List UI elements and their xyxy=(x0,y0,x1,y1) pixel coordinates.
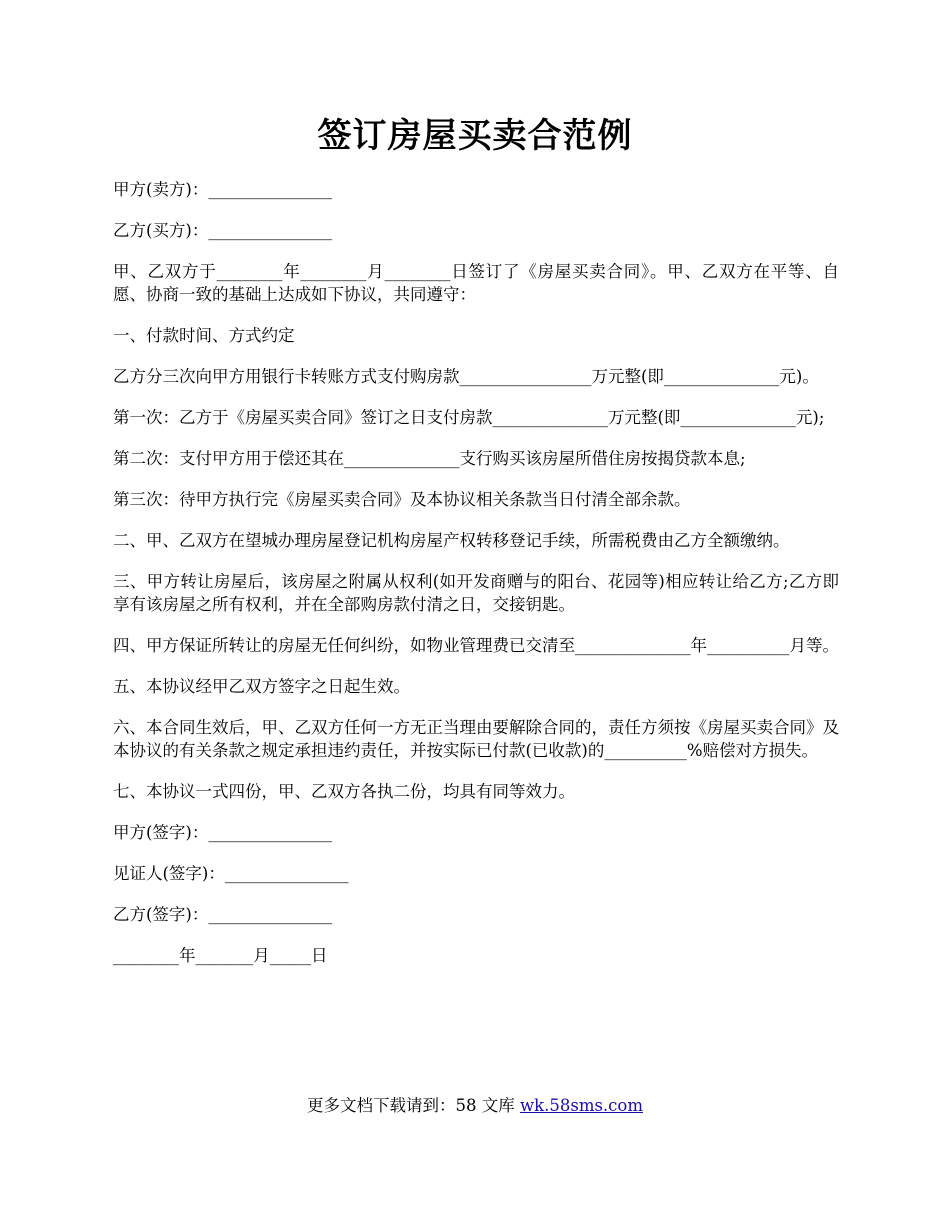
date-line: ________年_______月_____日 xyxy=(113,946,328,965)
section-3: 三、甲方转让房屋后，该房屋之附属从权利(如开发商赠与的阳台、花园等)相应转让给乙方;乙方即享有该房屋之所有权利，并在全部购房款付清之日，交接钥匙。 xyxy=(113,572,839,614)
payment-first: 第一次：乙方于《房屋买卖合同》签订之日支付房款______________万元整(即______________元); xyxy=(113,408,825,427)
document-body xyxy=(113,178,839,985)
party-a-signature-line: 甲方(签字)：_______________ xyxy=(113,823,333,842)
footer-prefix: 更多文档下载请到：58 文库 xyxy=(306,1096,520,1115)
party-b-signature-line: 乙方(签字)：_______________ xyxy=(113,905,333,924)
agreement-intro: 甲、乙双方于________年________月________日签订了《房屋买卖合同》。甲、乙双方在平等、自愿、协商一致的基础上达成如下协议，共同遵守： xyxy=(113,262,839,304)
section-4: 四、甲方保证所转让的房屋无任何纠纷，如物业管理费已交清至______________年__________月等。 xyxy=(113,636,839,655)
footer-link[interactable]: wk.58sms.com xyxy=(519,1096,643,1115)
footer xyxy=(0,1094,950,1118)
section-5: 五、本协议经甲乙双方签字之日起生效。 xyxy=(113,677,410,696)
payment-third: 第三次：待甲方执行完《房屋买卖合同》及本协议相关条款当日付清全部余款。 xyxy=(113,490,691,509)
payment-second: 第二次：支付甲方用于偿还其在______________支行购买该房屋所借住房按揭贷款本息; xyxy=(113,449,746,468)
payment-overview: 乙方分三次向甲方用银行卡转账方式支付购房款________________万元整(即______________元)。 xyxy=(113,367,819,386)
section-6: 六、本合同生效后，甲、乙双方任何一方无正当理由要解除合同的，责任方须按《房屋买卖合同》及本协议的有关条款之规定承担违约责任，并按实际已付款(已收款)的__________%赔偿对方损失。 xyxy=(113,718,839,760)
document-title: 签订房屋买卖合范例 xyxy=(317,116,633,156)
witness-signature-line: 见证人(签字)：_______________ xyxy=(113,864,349,883)
section-7: 七、本协议一式四份，甲、乙双方各执二份，均具有同等效力。 xyxy=(113,782,575,801)
party-b-buyer-line: 乙方(买方)：_______________ xyxy=(113,221,333,240)
party-a-seller-line: 甲方(卖方)：_______________ xyxy=(113,180,333,199)
section-2: 二、甲、乙双方在望城办理房屋登记机构房屋产权转移登记手续，所需税费由乙方全额缴纳。 xyxy=(113,531,790,550)
section-1-heading: 一、付款时间、方式约定 xyxy=(113,326,295,345)
